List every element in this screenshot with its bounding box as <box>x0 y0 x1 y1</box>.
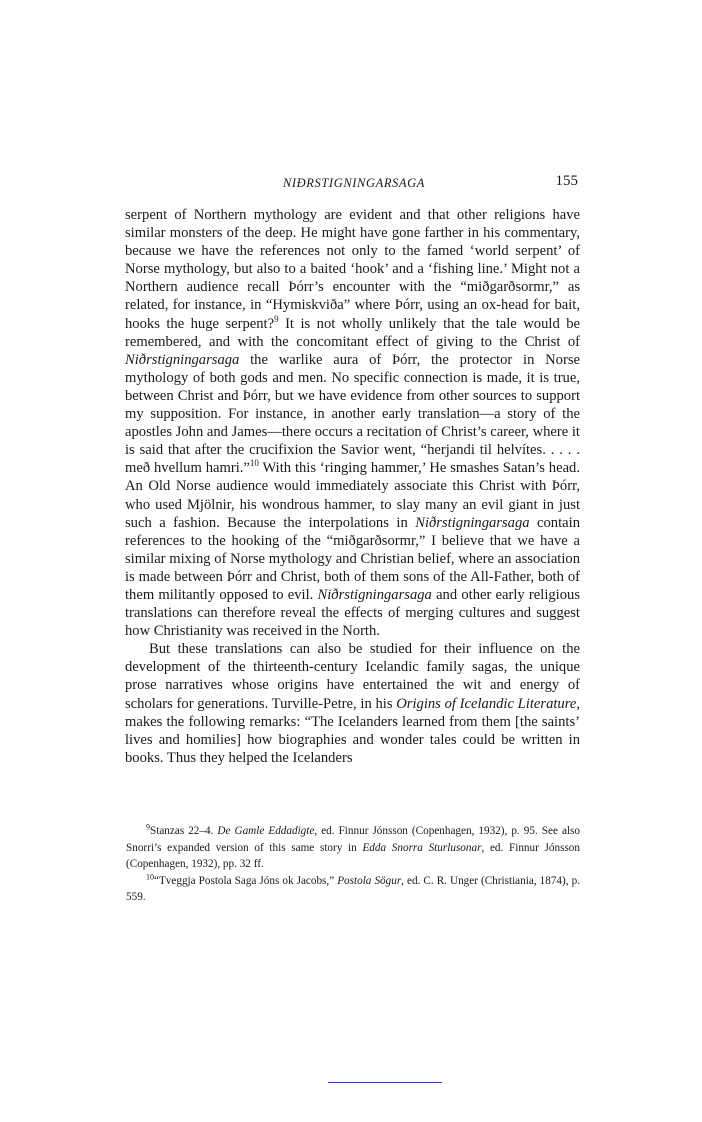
bottom-rule <box>328 1082 442 1083</box>
text-run: , ed. Finnur Jónsson (Copenhagen, 1932), pp. 32 ff. <box>126 841 580 871</box>
footnote-9 <box>126 823 580 873</box>
text-run: , ed. Finnur Jónsson (Copenhagen, 1932), p. 95. See also Snorri’s expanded version of this same story in <box>126 825 580 854</box>
footnotes <box>126 823 580 906</box>
work-title: Edda Snorra Sturlusonar <box>362 841 482 854</box>
page-number: 155 <box>555 173 578 189</box>
paragraph-2 <box>125 640 580 767</box>
work-title: Niðrstigningarsaga <box>415 514 530 531</box>
text-run: , makes the following remarks: “The Icelanders learned from them [the saints’ lives and homilies] how biographies and wonder tales could be written in books. Thus they helped the Icelanders <box>125 695 580 766</box>
body-text <box>125 206 580 767</box>
text-run: With this ‘ringing hammer,’ He smashes Satan’s head. An Old Norse audience would immediately associate this Christ with Þórr, who used Mjölnir, his wondrous hammer, to slay many an evil giant in just such a fashion. Because the interpolations in <box>125 460 580 531</box>
work-title: Postola Sögur <box>337 874 402 887</box>
text-run: Stanzas 22–4. <box>150 825 218 837</box>
footnote-10 <box>126 873 580 906</box>
text-run: the warlike aura of Þórr, the protector in Norse mythology of both gods and men. No specific connection is made, it is true, between Christ and Þórr, but we have evidence from other sources to support my supposition. For instance, in another early translation—a story of the apostles John and James—there occurs a recitation of Christ’s career, where it is said that after the crucifixion the Savior went, “herjandi til helvítes. . . . . með hvellum hamri.” <box>125 351 580 477</box>
footnote-ref-9: 9 <box>274 313 279 324</box>
text-run: It is not wholly unlikely that the tale would be remembered, and with the concomitant effect of giving to the Christ of <box>125 315 580 350</box>
page-header <box>128 173 580 193</box>
text-run: contain references to the hooking of the “miðgarðsormr,” I believe that we have a similar mixing of Norse mythology and Christian belief, where an association is made between Þórr and Christ, both of them sons of the All-Father, both of them militantly opposed to evil. <box>125 514 580 603</box>
work-title: Origins of Icelandic Literature <box>396 695 577 712</box>
footnote-mark: 9 <box>146 822 150 832</box>
text-run: serpent of Northern mythology are evident and that other religions have similar monsters of the deep. He might have gone farther in his commentary, because we have the references not only to the famed ‘world serpent’ of Norse mythology, but also to a baited ‘hook’ and a ‘fishing line.’ Might not a Northern audience recall Þórr’s encounter with the “miðgarðsormr,” as related, for instance, in “Hymiskviða” where Þórr, using an ox-head for bait, hooks the huge serpent? <box>125 207 580 332</box>
text-run: “Tveggja Postola Saga Jóns ok Jacobs,” <box>154 874 338 887</box>
running-head: NIÐRSTIGNINGARSAGA <box>282 176 426 190</box>
text-run: But these translations can also be studied for their influence on the development of the thirteenth-century Icelandic family sagas, the unique prose narratives whose origins have entertained the wit and energy of scholars for generations. Turville-Petre, in his <box>125 641 580 712</box>
text-run: and other early religious translations can therefore reveal the effects of merging cultures and suggest how Christianity was received in the North. <box>125 586 580 640</box>
work-title: Niðrstigningarsaga <box>317 586 432 603</box>
footnote-ref-10: 10 <box>249 458 259 469</box>
paragraph-1 <box>125 206 580 640</box>
work-title: Niðrstigningarsaga <box>125 351 240 368</box>
footnote-mark: 10 <box>146 872 154 882</box>
text-run: , ed. C. R. Unger (Christiania, 1874), p. 559. <box>126 874 580 904</box>
work-title: De Gamle Eddadigte <box>217 825 315 837</box>
